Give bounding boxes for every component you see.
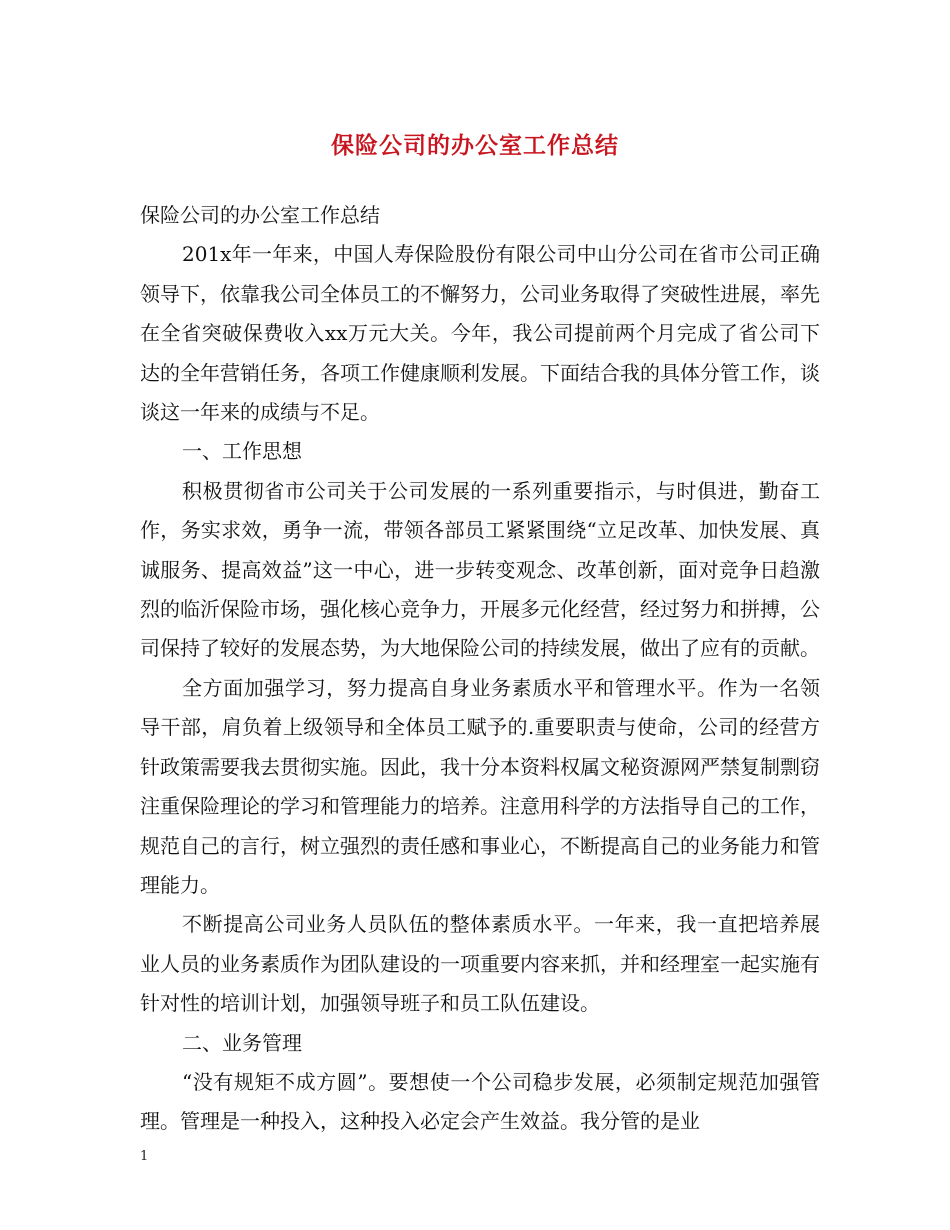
paragraph-team-quality: 不断提高公司业务人员队伍的整体素质水平。一年来，我一直把培养展业人员的业务素质作为团队建设的一项重要内容来抓，并和经理室一起实施有针对性的培训计划，加强领导班子和员工队伍建设。 (140, 912, 820, 1016)
section-heading-work-thought: 一、工作思想 (182, 439, 302, 464)
paragraph-subtitle: 保险公司的办公室工作总结 (140, 203, 380, 227)
document-title: 保险公司的办公室工作总结 (331, 132, 619, 159)
page-number: 1 (140, 1149, 149, 1164)
paragraph-work-thought: 积极贯彻省市公司关于公司发展的一系列重要指示，与时俱进，勤奋工作，务实求效，勇争一流，带领各部员工紧紧围绕“立足改革、加快发展、真诚服务、提高效益”这一中心，进一步转变观念、改革创新，面对竞争日趋激烈的临沂保险市场，强化核心竞争力，开展多元化经营，经过努力和拼搏，公司保持了较好的发展态势，为大地保险公司的持续发展，做出了应有的贡献。 (140, 478, 820, 661)
paragraph-business-management: “没有规矩不成方圆”。要想使一个公司稳步发展，必须制定规范加强管理。管理是一种投入，这种投入必定会产生效益。我分管的是业 (140, 1069, 820, 1134)
section-heading-business-management: 二、业务管理 (182, 1030, 302, 1055)
paragraph-study: 全方面加强学习，努力提高自身业务素质水平和管理水平。作为一名领导干部，肩负着上级领导和全体员工赋予的.重要职责与使命，公司的经营方针政策需要我去贯彻实施。因此，我十分本资料权属文秘资源网严禁复制剽窃注重保险理论的学习和管理能力的培养。注意用科学的方法指导自己的工作，规范自己的言行，树立强烈的责任感和事业心，不断提高自己的业务能力和管理能力。 (140, 675, 820, 897)
paragraph-intro: 201x年一年来，中国人寿保险股份有限公司中山分公司在省市公司正确领导下，依靠我公司全体员工的不懈努力，公司业务取得了突破性进展，率先在全省突破保费收入xx万元大关。今年，我公司提前两个月完成了省公司下达的全年营销任务，各项工作健康顺利发展。下面结合我的具体分管工作，谈谈这一年来的成绩与不足。 (140, 242, 820, 425)
document-body (140, 196, 820, 1142)
